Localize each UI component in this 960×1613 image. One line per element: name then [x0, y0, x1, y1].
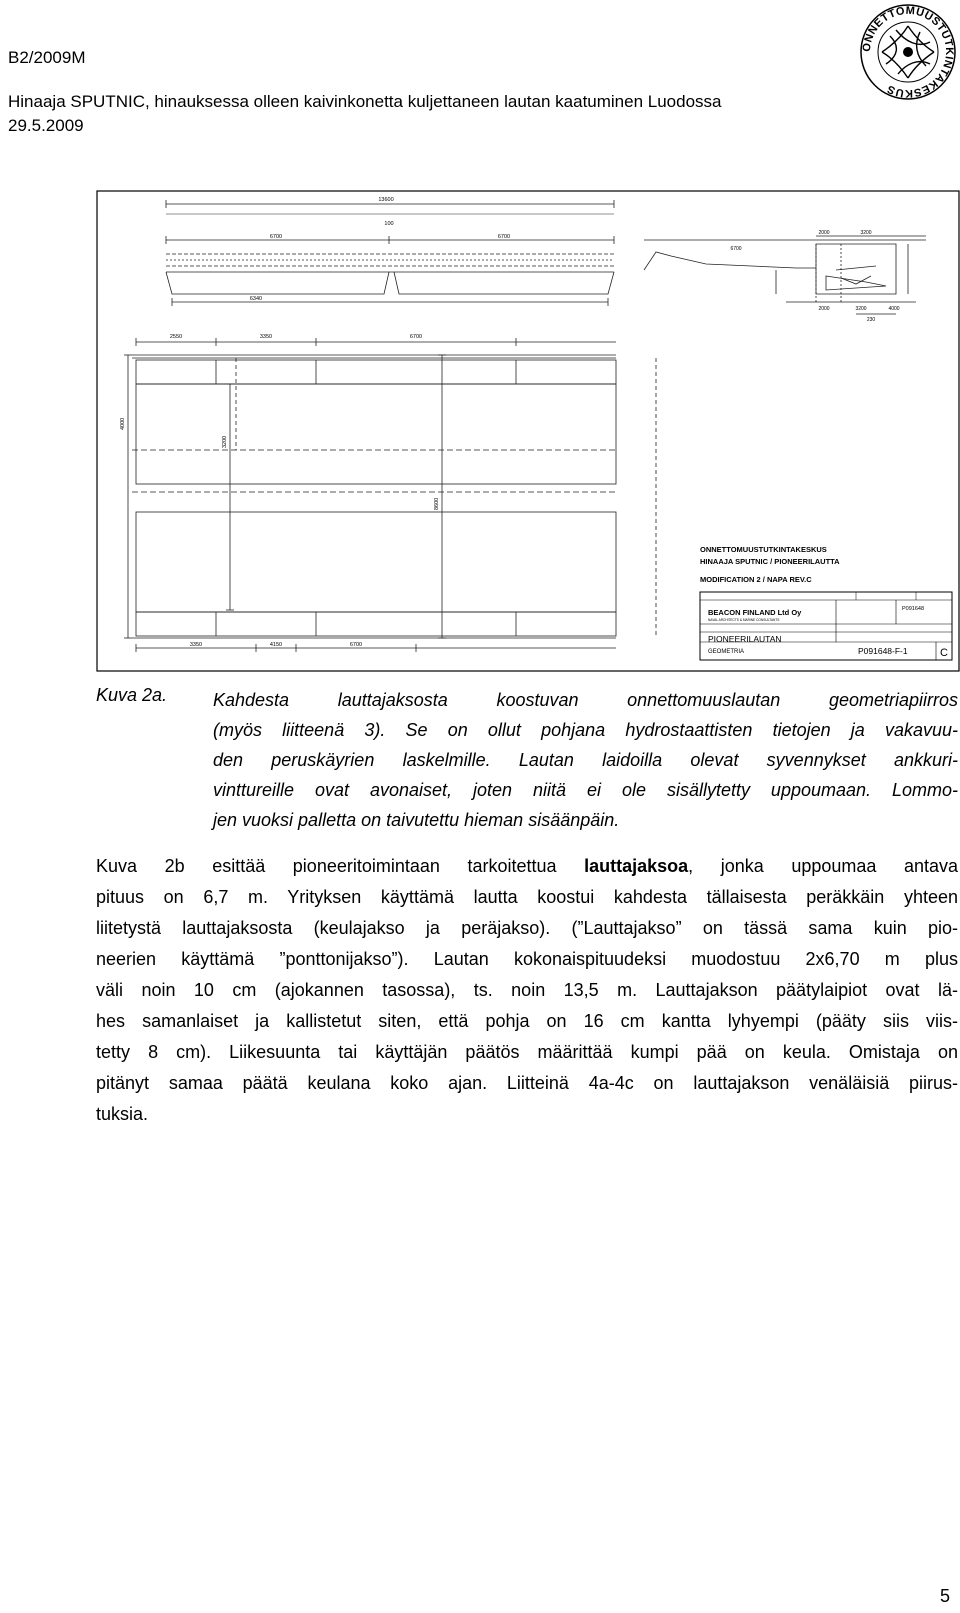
dim-gap: 100 [384, 221, 394, 227]
paragraph-line: hes samanlaiset ja kallistetut siten, että pohja on 16 cm kantta lyhyempi (pääty siis viis- [96, 1011, 958, 1031]
tb-title: PIONEERILAUTAN [708, 634, 782, 644]
figure-caption [213, 685, 958, 835]
plan-dim-bottom-3: 6700 [349, 642, 363, 648]
end-dim-b: 3200 [860, 230, 872, 236]
stamp-organization: ONNETTOMUUSTUTKINTAKESKUS [700, 545, 827, 554]
dim-section-1: 6700 [269, 234, 283, 240]
end-dim-f: 4000 [888, 306, 900, 312]
emphasized-term: lauttajaksoa [584, 856, 689, 876]
tb-company: BEACON FINLAND Ltd Oy [708, 608, 802, 617]
plan-dim-bottom-2: 4150 [269, 642, 283, 648]
body-paragraph [96, 851, 958, 1130]
caption-line: vinttureille ovat avonaiset, joten niitä ei ole sisällytetty uppoumaan. Lommo- [213, 780, 958, 800]
logo-lettering: ONNETTOMUUSTUTKINTAKESKUS [860, 4, 956, 100]
paragraph-line [96, 851, 958, 882]
end-dim-g: 230 [866, 317, 876, 323]
end-dim-d: 2000 [818, 306, 830, 312]
paragraph-line: pitänyt samaa päätä keulana koko ajan. Liitteinä 4a-4c on lauttajakson venäläisiä piirus- [96, 1073, 958, 1093]
end-dim-c: 6700 [730, 246, 742, 252]
tb-drawing-no: P091648-F-1 [858, 646, 908, 656]
dim-section-2: 6700 [497, 234, 511, 240]
document-code: B2/2009M [8, 48, 86, 67]
caption-line: Kahdesta lauttajaksosta koostuvan onnettomuuslautan geometriapiirros [213, 690, 958, 710]
plan-dim-left-2: 3200 [222, 435, 228, 448]
plan-dim-left-1: 4000 [120, 417, 126, 430]
onnettomuustutkintakeskus-logo [858, 2, 958, 102]
dim-total-length: 13600 [378, 197, 394, 203]
paragraph-line: neerien käyttämä ”ponttonijakso”). Lautan kokonaispituudeksi muodostuu 2x6,70 m plus [96, 949, 958, 969]
tb-company-sub: NAVAL ARCHITECTS & MARINE CONSULTANTS [708, 618, 780, 622]
stamp-case: HINAAJA SPUTNIC / PIONEERILAUTTA [700, 557, 840, 566]
caption-line: jen vuoksi palletta on taivutettu hieman sisäänpäin. [213, 810, 620, 830]
paragraph-line: tuksia. [96, 1104, 149, 1124]
plan-dim-top-2: 3350 [259, 334, 273, 340]
paragraph-line: väli noin 10 cm (ajokannen tasossa), ts. noin 13,5 m. Lauttajakson päätylaipiot ovat lä- [96, 980, 958, 1000]
stamp-modification: MODIFICATION 2 / NAPA REV.C [700, 575, 812, 584]
tb-subtitle: GEOMETRIA [708, 649, 745, 655]
end-dim-a: 2000 [818, 230, 830, 236]
paragraph-line: liitetystä lauttajaksosta (keulajakso ja peräjakso). (”Lauttajakso” on tässä sama kuin pio- [96, 918, 958, 938]
side-elevation-view [166, 200, 614, 306]
document-title: Hinaaja SPUTNIC, hinauksessa olleen kaivinkonetta kuljettaneen lautan kaatuminen Luodossa [8, 92, 722, 111]
paragraph-line: tetty 8 cm). Liikesuunta tai käyttäjän päätös määrittää kumpi pää on keula. Omistaja on [96, 1042, 958, 1062]
figure-label: Kuva 2a. [96, 685, 168, 705]
plan-dim-right: 8600 [434, 497, 440, 510]
paragraph-line: pituus on 6,7 m. Yrityksen käyttämä lautta koostui kahdesta tällaisesta peräkkäin yhteen [96, 887, 958, 907]
paragraph-text: Kuva 2b esittää pioneeritoimintaan tarkoitettua [96, 856, 585, 876]
end-dim-e: 3200 [855, 306, 867, 312]
tb-revision: C [940, 647, 948, 659]
plan-dim-top-3: 6700 [409, 334, 423, 340]
page-number: 5 [940, 1586, 951, 1606]
plan-dim-bottom-1: 3350 [189, 642, 203, 648]
caption-line: den peruskäyrien laskelmille. Lautan laidoilla olevat syvennykset ankkuri- [213, 750, 958, 770]
geometry-drawing [96, 190, 960, 672]
dim-bottom-length: 6340 [249, 296, 263, 302]
plan-dim-top-1: 2550 [169, 334, 183, 340]
plan-view [124, 338, 656, 652]
document-date: 29.5.2009 [8, 116, 84, 135]
tb-drawing-no-small: P091648 [902, 606, 925, 612]
paragraph-text: , jonka uppoumaa antava [688, 856, 958, 876]
end-elevation-view [644, 236, 926, 314]
caption-line: (myös liitteenä 3). Se on ollut pohjana hydrostaattisten tietojen ja vakavuu- [213, 720, 958, 740]
